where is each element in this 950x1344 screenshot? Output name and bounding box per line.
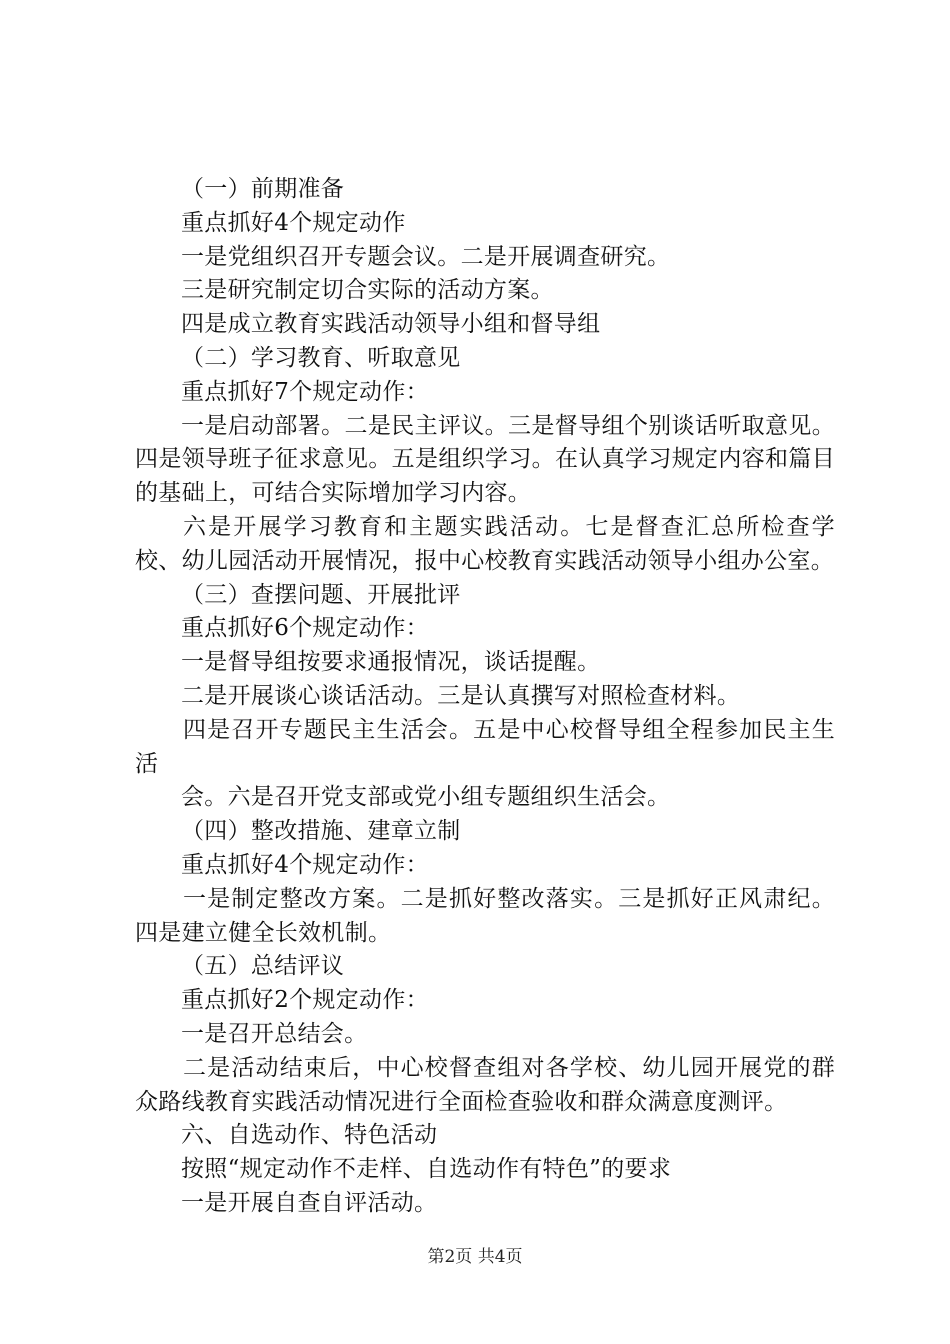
paragraph: 二是开展谈心谈话活动。三是认真撰写对照检查材料。 bbox=[181, 682, 741, 709]
section-heading-preparation: （一）前期准备 bbox=[181, 176, 345, 202]
paragraph: 重点抓好4个规定动作 bbox=[181, 209, 406, 236]
paragraph: 六是开展学习教育和主题实践活动。七是督查汇总所检查学校、幼儿园活动开展情况，报中心校教育实践活动领导小组办公室。 bbox=[135, 513, 835, 574]
section-heading-optional: 六、自选动作、特色活动 bbox=[181, 1122, 438, 1149]
paragraph: 一是召开总结会。 bbox=[181, 1020, 368, 1047]
section-heading-rectification: （四）整改措施、建章立制 bbox=[181, 818, 461, 845]
section-heading-study: （二）学习教育、听取意见 bbox=[181, 344, 461, 371]
paragraph: 一是启动部署。二是民主评议。三是督导组个别谈话听取意见。四是领导班子征求意见。五是组织学习。在认真学习规定内容和篇目的基础上，可结合实际增加学习内容。 bbox=[135, 412, 835, 507]
paragraph: 一是督导组按要求通报情况，谈话提醒。 bbox=[181, 649, 601, 676]
paragraph: 一是党组织召开专题会议。二是开展调查研究。 bbox=[181, 243, 671, 270]
section-heading-criticism: （三）查摆问题、开展批评 bbox=[181, 581, 461, 608]
paragraph: 重点抓好2个规定动作： bbox=[181, 987, 429, 1014]
paragraph: 四是召开专题民主生活会。五是中心校督导组全程参加民主生活 bbox=[135, 716, 835, 777]
paragraph: 会。六是召开党支部或党小组专题组织生活会。 bbox=[181, 784, 671, 811]
paragraph: 一是开展自查自评活动。 bbox=[181, 1189, 438, 1216]
document-body bbox=[135, 173, 835, 1221]
section-heading-summary: （五）总结评议 bbox=[181, 953, 345, 980]
paragraph: 二是活动结束后，中心校督查组对各学校、幼儿园开展党的群众路线教育实践活动情况进行全面检查验收和群众满意度测评。 bbox=[135, 1054, 835, 1115]
paragraph: 重点抓好4个规定动作： bbox=[181, 851, 429, 878]
page-number-footer: 第2页 共4页 bbox=[427, 1247, 523, 1267]
paragraph: 一是制定整改方案。二是抓好整改落实。三是抓好正风肃纪。四是建立健全长效机制。 bbox=[135, 885, 835, 946]
paragraph: 按照“规定动作不走样、自选动作有特色”的要求 bbox=[181, 1156, 672, 1183]
paragraph: 重点抓好7个规定动作： bbox=[181, 378, 429, 405]
paragraph: 四是成立教育实践活动领导小组和督导组 bbox=[181, 311, 601, 338]
paragraph: 重点抓好6个规定动作： bbox=[181, 615, 429, 642]
paragraph: 三是研究制定切合实际的活动方案。 bbox=[181, 277, 554, 304]
